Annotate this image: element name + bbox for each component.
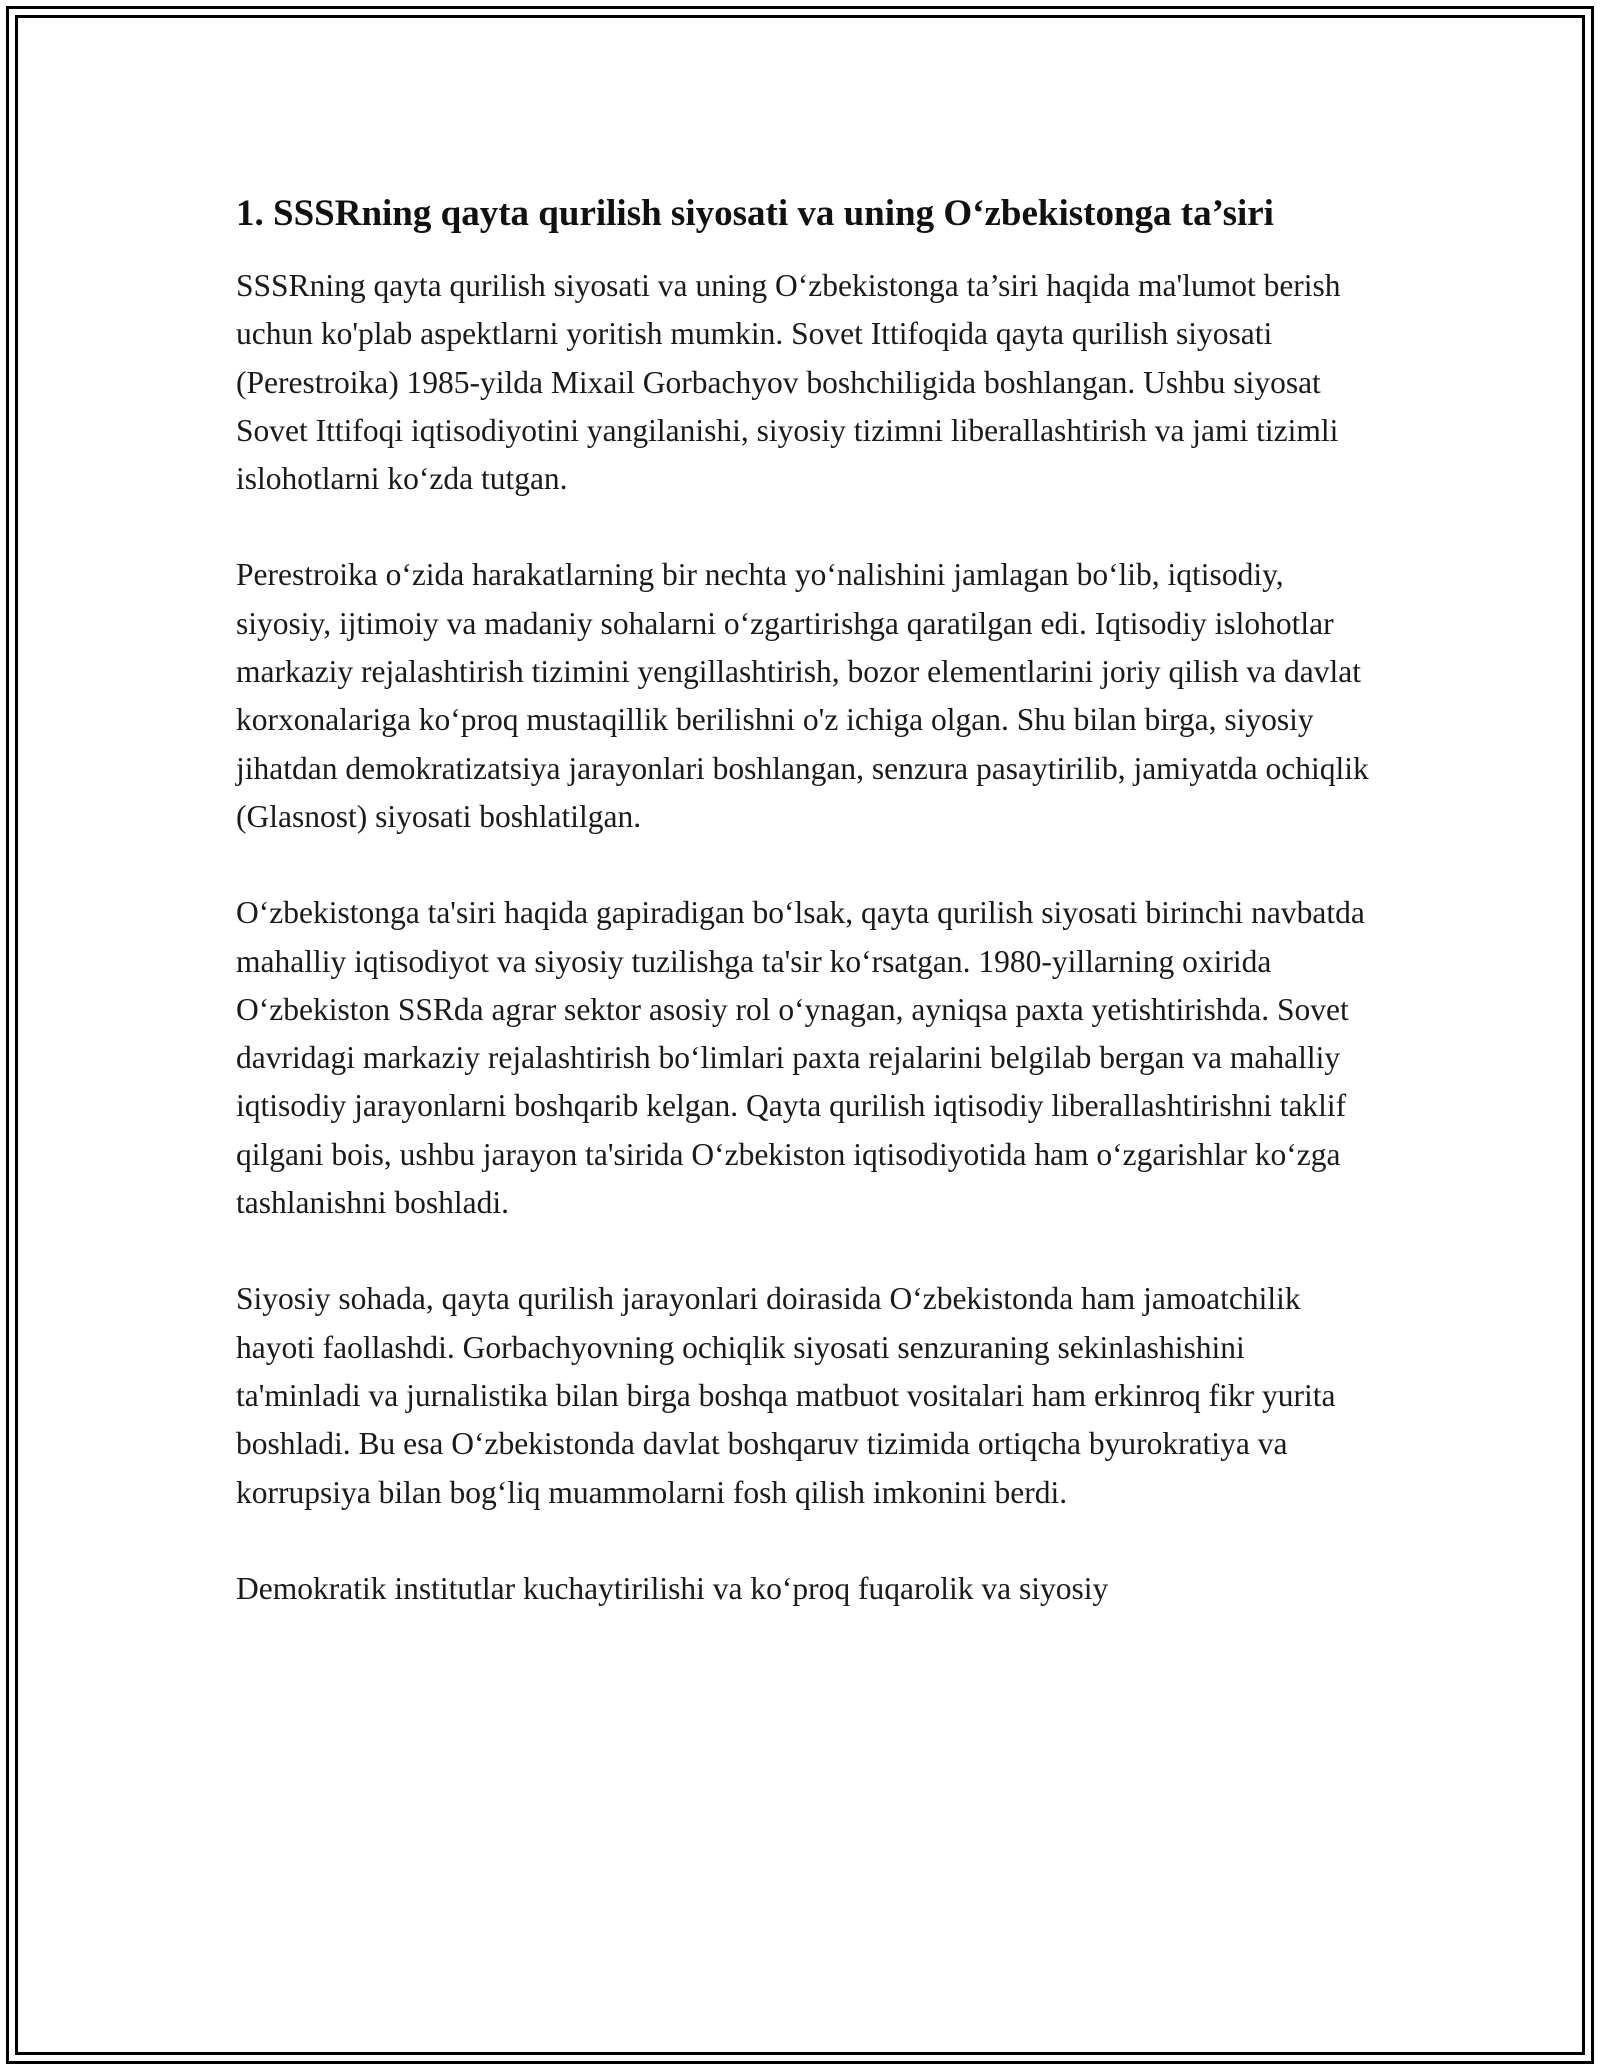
paragraph-3: O‘zbekistonga ta'siri haqida gapiradigan bo‘lsak, qayta qurilish siyosati birinchi navbatda mahalliy iqtisodiyot va siyosiy tuzilishga ta'sir ko‘rsatgan. 1980-yillarning oxirida O‘zbekiston SSRda agrar sektor asosiy rol o‘ynagan, ayniqsa paxta yetishtirishda. Sovet davridagi markaziy rejalashtirish bo‘limlari paxta rejalarini belgilab bergan va mahalliy iqtisodiy jarayonlarni boshqarib kelgan. Qayta qurilish iqtisodiy liberallashtirishni taklif qilgani bois, ushbu jarayon ta'sirida O‘zbekiston iqtisodiyotida ham o‘zgarishlar ko‘zga tashlanishni boshladi. bbox=[236, 895, 1365, 1221]
paragraph-1: SSSRning qayta qurilish siyosati va uning O‘zbekistonga ta’siri haqida ma'lumot berish uchun ko'plab aspektlarni yoritish mumkin. Sovet Ittifoqida qayta qurilish siyosati (Perestroika) 1985-yilda Mixail Gorbachyov boshchiligida boshlangan. Ushbu siyosat Sovet Ittifoqi iqtisodiyotini yangilanishi, siyosiy tizimni liberallashtirish va jami tizimli islohotlarni ko‘zda tutgan. bbox=[236, 268, 1341, 497]
paragraph-4: Siyosiy sohada, qayta qurilish jarayonlari doirasida O‘zbekistonda ham jamoatchilik hayoti faollashdi. Gorbachyovning ochiqlik siyosati senzuraning sekinlashishini ta'minladi va jurnalistika bilan birga boshqa matbuot vositalari ham erkinroq fikr yurita boshladi. Bu esa O‘zbekistonda davlat boshqaruv tizimida ortiqcha byurokratiya va korrupsiya bilan bog‘liq muammolarni fosh qilish imkonini berdi. bbox=[236, 1281, 1336, 1510]
paragraph-2: Perestroika o‘zida harakatlarning bir nechta yo‘nalishini jamlagan bo‘lib, iqtisodiy, siyosiy, ijtimoiy va madaniy sohalarni o‘zgartirishga qaratilgan edi. Iqtisodiy islohotlar markaziy rejalashtirish tizimini yengillashtirish, bozor elementlarini joriy qilish va davlat korxonalariga ko‘proq mustaqillik berilishni o'z ichiga olgan. Shu bilan birga, siyosiy jihatdan demokratizatsiya jarayonlari boshlangan, senzura pasaytirilib, jamiyatda ochiqlik (Glasnost) siyosati boshlatilgan. bbox=[236, 557, 1369, 834]
paragraph-5: Demokratik institutlar kuchaytirilishi va ko‘proq fuqarolik va siyosiy bbox=[236, 1570, 1109, 1606]
section-heading: 1. SSSRning qayta qurilish siyosati va uning O‘zbekistonga ta’siri bbox=[236, 193, 1274, 234]
document-body bbox=[236, 186, 1376, 1661]
